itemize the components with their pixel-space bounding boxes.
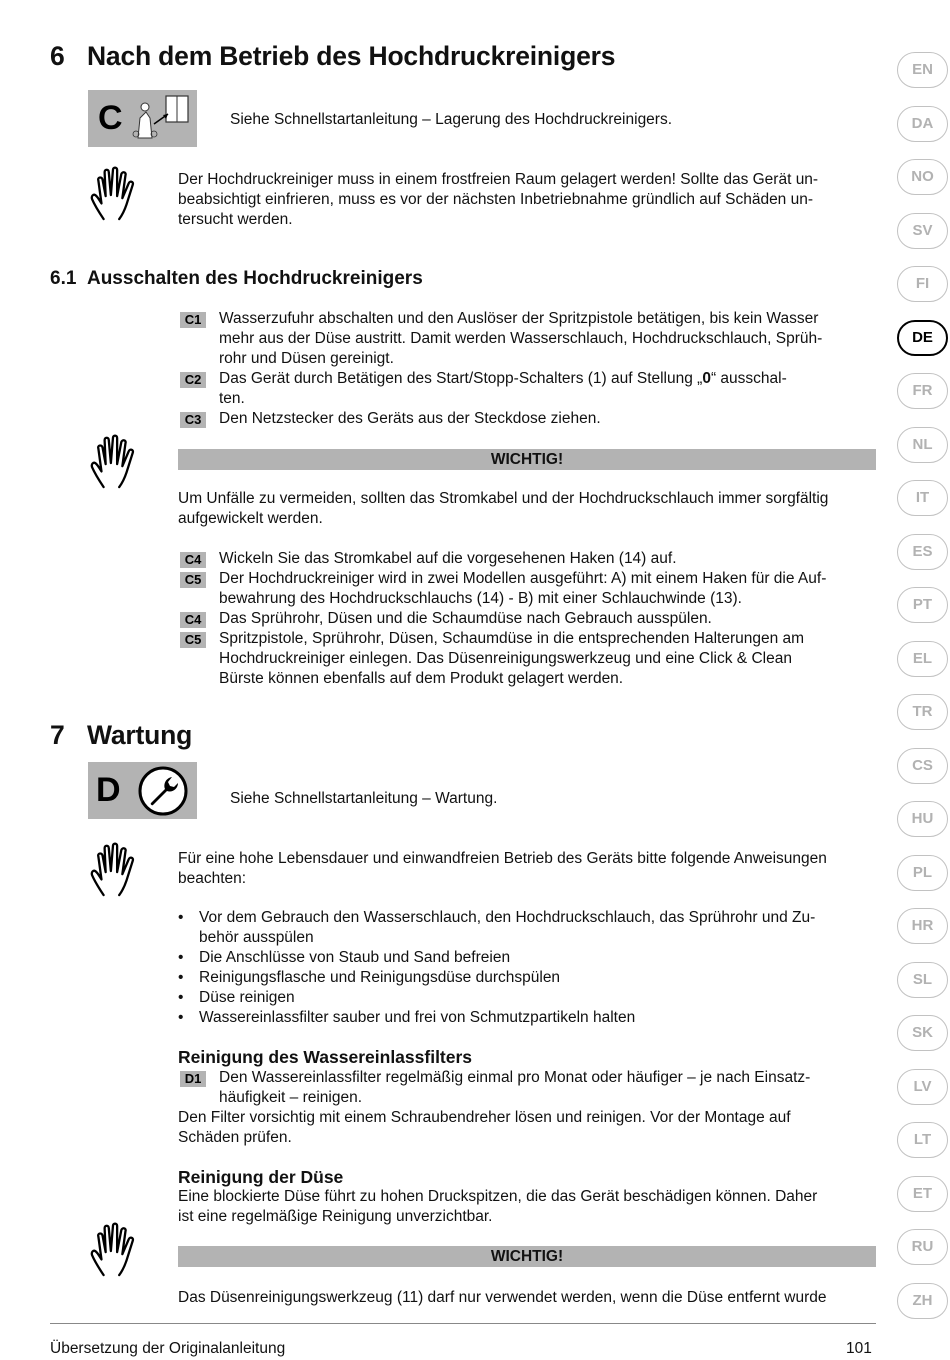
language-tab-sv[interactable]: SV: [897, 213, 948, 249]
step-text: Der Hochdruckreiniger wird in zwei Modellen ausgeführt: A) mit einem Haken für die Auf- bewahrung des Hochdruckschlauchs (14) - B) mit einer Schlauchwinde (13).: [219, 570, 827, 607]
step-text: Wickeln Sie das Stromkabel auf die vorgesehenen Haken (14) auf.: [219, 550, 677, 567]
hand-stop-icon: [90, 842, 138, 898]
language-tab-sl[interactable]: SL: [897, 962, 948, 998]
language-tab-da[interactable]: DA: [897, 106, 948, 142]
step-text: Den Netzstecker des Geräts aus der Steckdose ziehen.: [219, 410, 601, 427]
language-tab-pt[interactable]: PT: [897, 587, 948, 623]
warning-bar: WICHTIG!: [178, 1246, 876, 1267]
storage-room-icon: [130, 94, 192, 142]
hand-stop-icon: [90, 166, 138, 222]
step-badge: C3: [180, 412, 206, 428]
step-text: Den Wassereinlassfilter regelmäßig einmal pro Monat oder häufiger – je nach Einsatz- häufigkeit – reinigen.: [219, 1069, 811, 1106]
language-tab-pl[interactable]: PL: [897, 855, 948, 891]
hand-stop-icon: [90, 1222, 138, 1278]
warning-bar: WICHTIG!: [178, 449, 876, 470]
step-badge: C4: [180, 552, 206, 568]
language-tab-el[interactable]: EL: [897, 641, 948, 677]
language-tab-fr[interactable]: FR: [897, 373, 948, 409]
section-6-1-heading: [50, 268, 423, 290]
section-6-1-number: 6.1: [50, 268, 77, 289]
section-7-quickstart-text: Siehe Schnellstartanleitung – Wartung.: [230, 790, 498, 807]
step-badge: D1: [180, 1071, 206, 1087]
footer-divider: [50, 1323, 876, 1324]
section-6-title: Nach dem Betrieb des Hochdruckreinigers: [87, 41, 616, 71]
language-tab-en[interactable]: EN: [897, 52, 948, 88]
quickstart-box-d: [88, 762, 197, 819]
section-7-title: Wartung: [87, 720, 193, 750]
step-text-bold: 0: [702, 370, 711, 387]
nozzle-text: Eine blockierte Düse führt zu hohen Druckspitzen, die das Gerät beschädigen können. Daher ist eine regelmäßige Reinigung unverzichtbar.: [178, 1188, 818, 1225]
section-6-heading: [50, 41, 615, 72]
bullet-text: Die Anschlüsse von Staub und Sand befreien: [199, 949, 511, 966]
language-tab-it[interactable]: IT: [897, 480, 948, 516]
section-6-1-title: Ausschalten des Hochdruckreinigers: [86, 268, 423, 289]
section-6-number: 6: [50, 41, 65, 71]
page-number: 101: [846, 1340, 872, 1357]
section-6-note: Der Hochdruckreiniger muss in einem frostfreien Raum gelagert werden! Sollte das Gerät un- beabsichtigt einfrieren, muss es vor der nächsten Inbetriebnahme gründlich auf Schäden un- tersucht werden.: [178, 171, 819, 228]
filter-heading: Reinigung des Wassereinlassfilters: [178, 1047, 473, 1067]
language-tab-hr[interactable]: HR: [897, 908, 948, 944]
step-badge: C1: [180, 312, 206, 328]
nozzle-heading: Reinigung der Düse: [178, 1167, 344, 1187]
bullet-text: Wassereinlassfilter sauber und frei von Schmutzpartikeln halten: [199, 1009, 636, 1026]
hand-stop-icon: [90, 434, 138, 490]
language-tab-nl[interactable]: NL: [897, 427, 948, 463]
language-tab-no[interactable]: NO: [897, 159, 948, 195]
bullet-text: Reinigungsflasche und Reinigungsdüse durchspülen: [199, 969, 561, 986]
section-7-intro: Für eine hohe Lebensdauer und einwandfreien Betrieb des Geräts bitte folgende Anweisungen beachten:: [178, 850, 827, 887]
step-text-part: “ ausschal- ten.: [219, 370, 787, 407]
language-tab-lv[interactable]: LV: [897, 1069, 948, 1105]
bullet-item: • Wassereinlassfilter sauber und frei von Schmutzpartikeln halten: [178, 1008, 878, 1028]
quickstart-box-letter: C: [98, 99, 123, 137]
section-6-quickstart-text: Siehe Schnellstartanleitung – Lagerung des Hochdruckreinigers.: [230, 111, 673, 128]
language-tab-lt[interactable]: LT: [897, 1122, 948, 1158]
wrench-icon: [137, 765, 189, 817]
bullet-text: Vor dem Gebrauch den Wasserschlauch, den Hochdruckschlauch, das Sprührohr und Zu- behör ausspülen: [199, 909, 816, 946]
language-tab-hu[interactable]: HU: [897, 801, 948, 837]
bullet-item: • Reinigungsflasche und Reinigungsdüse durchspülen: [178, 968, 878, 988]
step-badge: C5: [180, 632, 206, 648]
warning-text: Um Unfälle zu vermeiden, sollten das Stromkabel und der Hochdruckschlauch immer sorgfältig aufgewickelt werden.: [178, 490, 829, 527]
language-tab-sk[interactable]: SK: [897, 1015, 948, 1051]
step-badge: C5: [180, 572, 206, 588]
bullet-item: • Düse reinigen: [178, 988, 878, 1008]
section-7-heading: [50, 720, 192, 751]
bullet-item: • Die Anschlüsse von Staub und Sand befreien: [178, 948, 878, 968]
step-text: Das Sprührohr, Düsen und die Schaumdüse nach Gebrauch ausspülen.: [219, 610, 712, 627]
language-tab-de[interactable]: DE: [897, 320, 948, 356]
language-tab-zh[interactable]: ZH: [897, 1283, 948, 1319]
language-tab-cs[interactable]: CS: [897, 748, 948, 784]
section-7-number: 7: [50, 720, 65, 750]
bullet-item: • Vor dem Gebrauch den Wasserschlauch, den Hochdruckschlauch, das Sprührohr und Zu- behör ausspülen: [178, 908, 878, 948]
language-tab-tr[interactable]: TR: [897, 694, 948, 730]
language-tab-ru[interactable]: RU: [897, 1229, 948, 1265]
language-tab-fi[interactable]: FI: [897, 266, 948, 302]
step-badge: C4: [180, 612, 206, 628]
language-tab-es[interactable]: ES: [897, 534, 948, 570]
language-tab-et[interactable]: ET: [897, 1176, 948, 1212]
quickstart-box-letter: D: [96, 771, 121, 809]
step-text: Spritzpistole, Sprührohr, Düsen, Schaumdüse in die entsprechenden Halterungen am Hochdruckreiniger einlegen. Das Düsenreinigungswerkzeug und eine Click & Clean Bürste können ebenfalls auf dem Produkt gelagert werden.: [219, 630, 805, 687]
step-badge: C2: [180, 372, 206, 388]
step-text-part: Das Gerät durch Betätigen des Start/Stopp-Schalters (1) auf Stellung „: [219, 370, 703, 387]
footer-text: Übersetzung der Originalanleitung: [50, 1340, 286, 1357]
step-text: [219, 369, 874, 409]
step-text: Wasserzufuhr abschalten und den Auslöser der Spritzpistole betätigen, bis kein Wasser mehr aus der Düse austritt. Damit werden Wasserschlauch, Hochdruckschlauch, Sprüh- rohr und Düsen gereinigt.: [219, 310, 823, 367]
bullet-text: Düse reinigen: [199, 989, 295, 1006]
warning-text: Das Düsenreinigungswerkzeug (11) darf nur verwendet werden, wenn die Düse entfernt wurde: [178, 1289, 827, 1306]
filter-text: Den Filter vorsichtig mit einem Schraubendreher lösen und reinigen. Vor der Montage auf Schäden prüfen.: [178, 1109, 791, 1146]
quickstart-box-c: [88, 90, 197, 147]
